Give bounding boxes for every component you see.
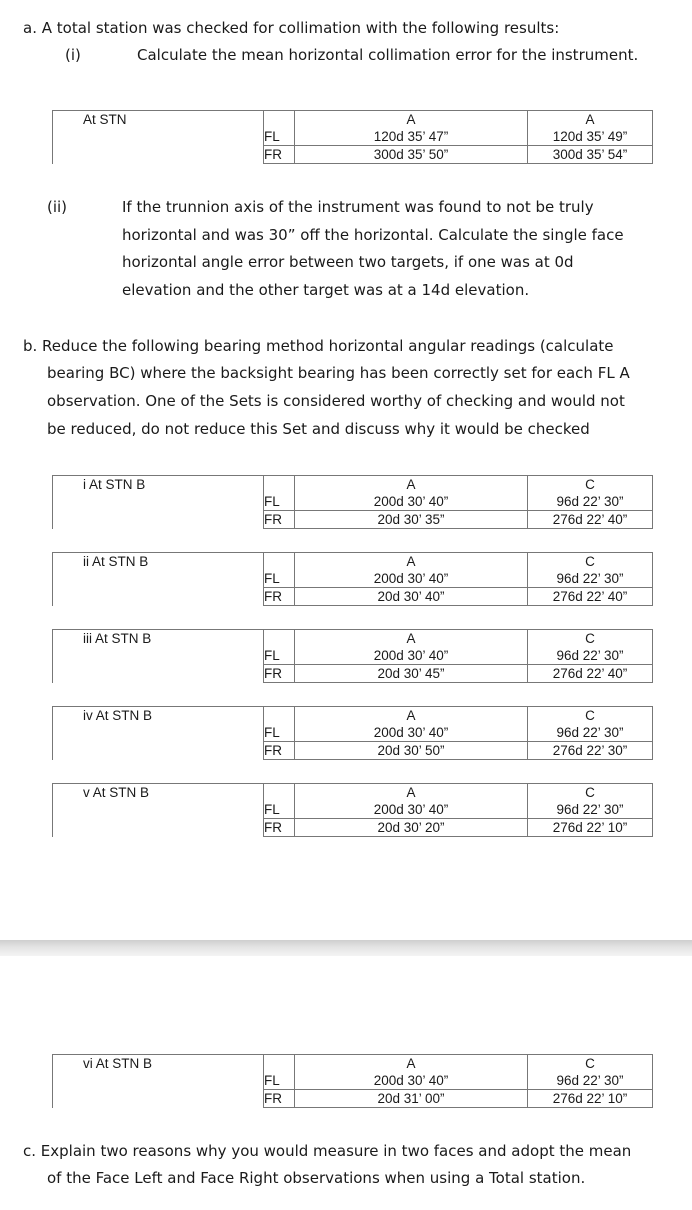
set-a-header: A	[295, 553, 528, 571]
part-b-line: b. Reduce the following bearing method horizontal angular readings (calculate	[23, 337, 614, 355]
set-c-fl: 96d 22’ 30”	[528, 1072, 653, 1090]
set-face-fr: FR	[264, 588, 295, 606]
set-a-fl: 200d 30’ 40”	[295, 647, 528, 665]
part-a-ii-line: elevation and the other target was at a 14d elevation.	[122, 281, 530, 299]
set-a-header: A	[295, 630, 528, 648]
set-face-fl: FL	[264, 801, 295, 819]
set-station: vi At STN B	[53, 1055, 264, 1073]
face-fr: FR	[264, 146, 295, 164]
part-a-i-text: Calculate the mean horizontal collimation error for the instrument.	[137, 46, 639, 64]
reading-set-table	[52, 552, 653, 606]
set-face-fr: FR	[264, 665, 295, 683]
set-face-fl: FL	[264, 570, 295, 588]
part-b-line: observation. One of the Sets is considered worthy of checking and would not	[47, 392, 625, 410]
set-c-fl: 96d 22’ 30”	[528, 647, 653, 665]
set-a-fl: 200d 30’ 40”	[295, 724, 528, 742]
set-a-fl: 200d 30’ 40”	[295, 801, 528, 819]
collimation-table	[52, 110, 653, 164]
set-c-fr: 276d 22’ 40”	[528, 511, 653, 529]
set-face-fl: FL	[264, 493, 295, 511]
part-b-line: be reduced, do not reduce this Set and discuss why it would be checked	[47, 420, 590, 438]
set-a-header: A	[295, 707, 528, 725]
face-fl: FL	[264, 128, 295, 146]
set-a-fr: 20d 30’ 45”	[295, 665, 528, 683]
col-a-header: A	[295, 111, 528, 129]
set-a-header: A	[295, 476, 528, 494]
set-c-fr: 276d 22’ 10”	[528, 819, 653, 837]
part-c-line: of the Face Left and Face Right observations when using a Total station.	[47, 1169, 586, 1187]
station-label: At STN	[53, 111, 264, 129]
set-station: iv At STN B	[53, 707, 264, 725]
part-a-heading: a. A total station was checked for collimation with the following results:	[23, 19, 560, 37]
set-a-fr: 20d 30’ 40”	[295, 588, 528, 606]
set-face-fr: FR	[264, 1090, 295, 1108]
set-face-fr: FR	[264, 742, 295, 760]
set-c-header: C	[528, 784, 653, 802]
reading-set-table	[52, 1054, 653, 1108]
set-a-fr: 20d 30’ 35”	[295, 511, 528, 529]
part-a-i-number: (i)	[65, 46, 81, 64]
set-c-fl: 96d 22’ 30”	[528, 493, 653, 511]
col-c-fr: 300d 35’ 54”	[528, 146, 653, 164]
set-c-fl: 96d 22’ 30”	[528, 724, 653, 742]
set-station: v At STN B	[53, 784, 264, 802]
document-page-2	[0, 956, 692, 1210]
set-face-fl: FL	[264, 647, 295, 665]
set-face-fl: FL	[264, 1072, 295, 1090]
set-face-fl: FL	[264, 724, 295, 742]
set-c-fr: 276d 22’ 40”	[528, 588, 653, 606]
reading-set-table	[52, 706, 653, 760]
reading-set-table	[52, 783, 653, 837]
set-c-header: C	[528, 1055, 653, 1073]
col-a-fr: 300d 35’ 50”	[295, 146, 528, 164]
set-c-fr: 276d 22’ 40”	[528, 665, 653, 683]
set-a-fr: 20d 31’ 00”	[295, 1090, 528, 1108]
part-a-ii-line: If the trunnion axis of the instrument was found to not be truly	[122, 198, 594, 216]
part-a-ii-number: (ii)	[47, 198, 68, 216]
set-c-header: C	[528, 707, 653, 725]
page-break-divider	[0, 940, 692, 956]
set-a-fl: 200d 30’ 40”	[295, 1072, 528, 1090]
set-c-header: C	[528, 553, 653, 571]
col-c-header: A	[528, 111, 653, 129]
part-a-ii-line: horizontal and was 30” off the horizontal. Calculate the single face	[122, 226, 624, 244]
set-c-fl: 96d 22’ 30”	[528, 801, 653, 819]
set-face-fr: FR	[264, 511, 295, 529]
set-c-fl: 96d 22’ 30”	[528, 570, 653, 588]
set-c-fr: 276d 22’ 30”	[528, 742, 653, 760]
set-a-fr: 20d 30’ 20”	[295, 819, 528, 837]
set-a-fl: 200d 30’ 40”	[295, 570, 528, 588]
set-a-fl: 200d 30’ 40”	[295, 493, 528, 511]
part-c-line: c. Explain two reasons why you would measure in two faces and adopt the mean	[23, 1142, 632, 1160]
part-b-line: bearing BC) where the backsight bearing has been correctly set for each FL A	[47, 364, 630, 382]
col-c-fl: 120d 35’ 49”	[528, 128, 653, 146]
set-a-header: A	[295, 784, 528, 802]
set-c-fr: 276d 22’ 10”	[528, 1090, 653, 1108]
set-face-fr: FR	[264, 819, 295, 837]
set-c-header: C	[528, 476, 653, 494]
reading-set-table	[52, 629, 653, 683]
set-station: i At STN B	[53, 476, 264, 494]
set-c-header: C	[528, 630, 653, 648]
set-a-header: A	[295, 1055, 528, 1073]
reading-set-table	[52, 475, 653, 529]
set-station: iii At STN B	[53, 630, 264, 648]
set-station: ii At STN B	[53, 553, 264, 571]
part-a-ii-line: horizontal angle error between two targets, if one was at 0d	[122, 253, 574, 271]
set-a-fr: 20d 30’ 50”	[295, 742, 528, 760]
col-a-fl: 120d 35’ 47”	[295, 128, 528, 146]
